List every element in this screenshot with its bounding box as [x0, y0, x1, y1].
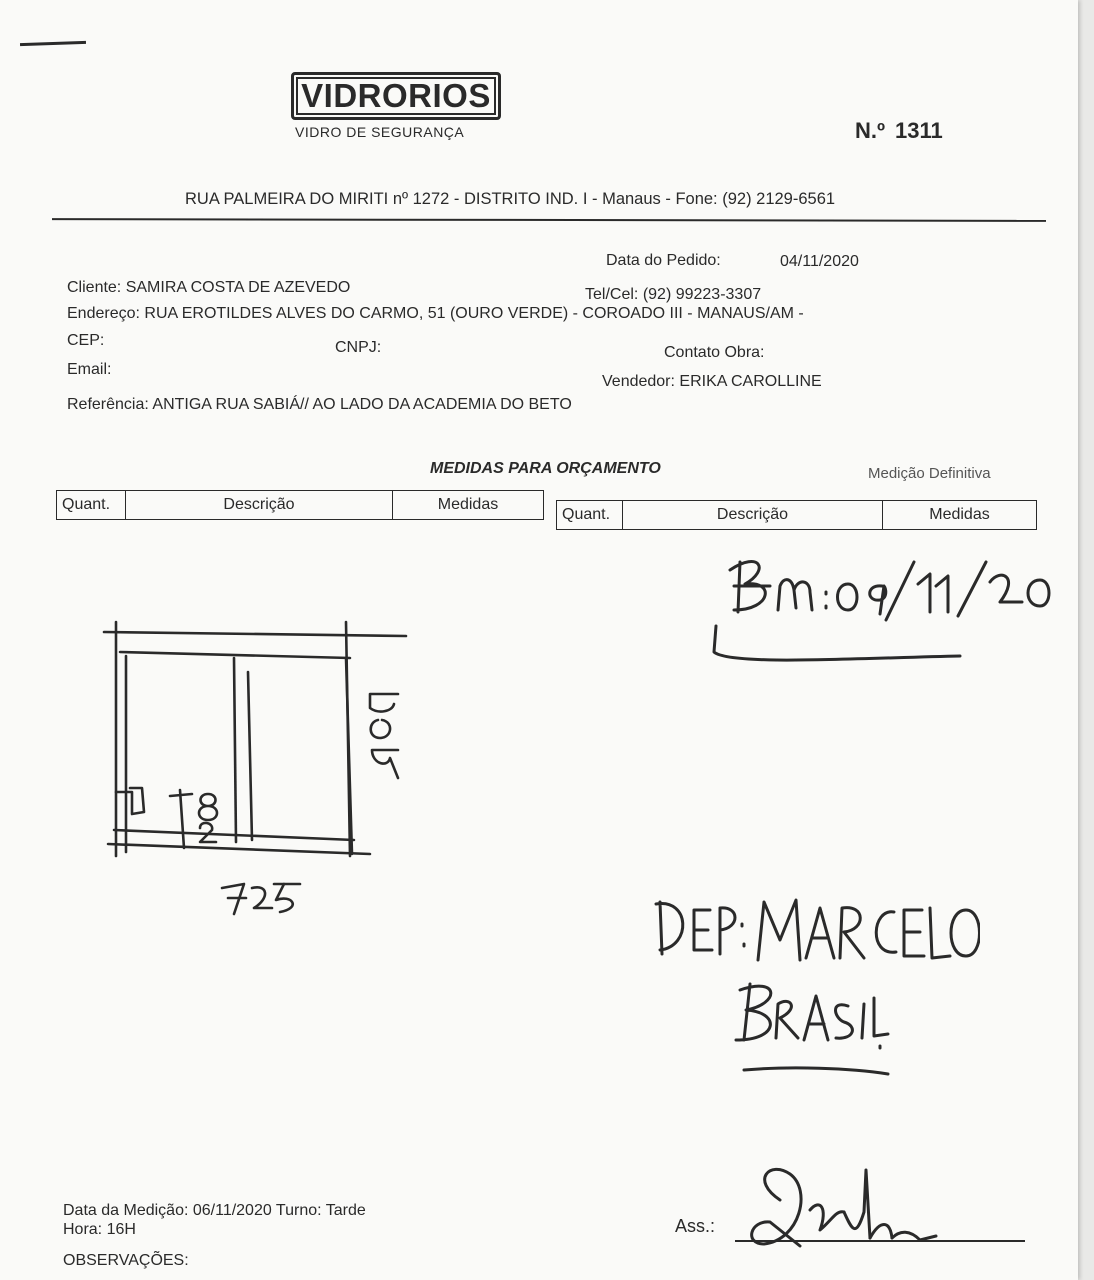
phone-field — [585, 286, 761, 304]
seller-label: Vendedor: — [602, 373, 675, 390]
company-logo: VIDRORIOS — [291, 72, 501, 120]
description-header: Descrição — [126, 491, 393, 520]
site-contact-label: Contato Obra: — [664, 344, 765, 361]
reference-label: Referência: — [67, 396, 149, 413]
header-divider — [52, 218, 1046, 222]
logo-subtitle: VIDRO DE SEGURANÇA — [295, 124, 465, 140]
time-field — [63, 1221, 136, 1239]
measures-header: Medidas — [883, 501, 1037, 530]
measurement-date-field — [63, 1202, 366, 1220]
window-sketch — [100, 620, 420, 930]
measures-header: Medidas — [393, 491, 544, 520]
shift-label: Turno: — [275, 1202, 322, 1219]
cnpj-label: CNPJ: — [335, 339, 382, 356]
order-number — [855, 118, 943, 144]
order-number-value: 1311 — [895, 118, 943, 143]
shift-value: Tarde — [325, 1202, 366, 1219]
client-field — [67, 279, 350, 297]
phone-label: Tel/Cel: — [585, 286, 639, 303]
measures-table-left — [56, 490, 544, 520]
seller-field — [602, 373, 822, 391]
address-value: RUA EROTILDES ALVES DO CARMO, 51 (OURO VERDE) - COROADO III - MANAUS/AM - — [144, 305, 804, 322]
order-date-label: Data do Pedido: — [606, 252, 721, 269]
email-label: Email: — [67, 361, 112, 378]
client-value: SAMIRA COSTA DE AZEVEDO — [125, 279, 351, 296]
address-label: Endereço: — [67, 305, 140, 322]
quantity-header: Quant. — [57, 491, 126, 520]
measurement-date-value: 06/11/2020 — [192, 1202, 272, 1219]
phone-value: (92) 99223-3307 — [642, 286, 762, 303]
description-header: Descrição — [623, 501, 883, 530]
measures-table-right — [556, 500, 1037, 530]
signature-image — [740, 1150, 940, 1260]
measurement-date-label: Data da Medição: — [63, 1202, 189, 1219]
client-label: Cliente: — [67, 279, 122, 296]
corner-dash — [20, 41, 86, 46]
reference-field — [67, 396, 572, 414]
quantity-header: Quant. — [557, 501, 623, 530]
address-field — [67, 305, 804, 323]
observations-label: OBSERVAÇÕES: — [63, 1252, 189, 1269]
handwritten-depositor — [640, 880, 980, 1100]
company-address: RUA PALMEIRA DO MIRITI nº 1272 - DISTRITO IND. I - Manaus - Fone: (92) 2129-6561 — [185, 190, 836, 208]
cep-label: CEP: — [67, 332, 105, 349]
order-date-value: 04/11/2020 — [780, 253, 859, 270]
time-value: 16H — [106, 1221, 136, 1238]
seller-value: ERIKA CAROLLINE — [679, 373, 822, 390]
order-number-label: N.º — [855, 118, 886, 143]
definitive-measure-label: Medição Definitiva — [868, 465, 991, 482]
signature-label: Ass.: — [675, 1216, 716, 1236]
time-label: Hora: — [63, 1221, 103, 1238]
reference-value: ANTIGA RUA SABIÁ// AO LADO DA ACADEMIA DO BETO — [152, 396, 572, 413]
handwritten-date — [700, 540, 1060, 670]
section-title: MEDIDAS PARA ORÇAMENTO — [430, 460, 661, 477]
